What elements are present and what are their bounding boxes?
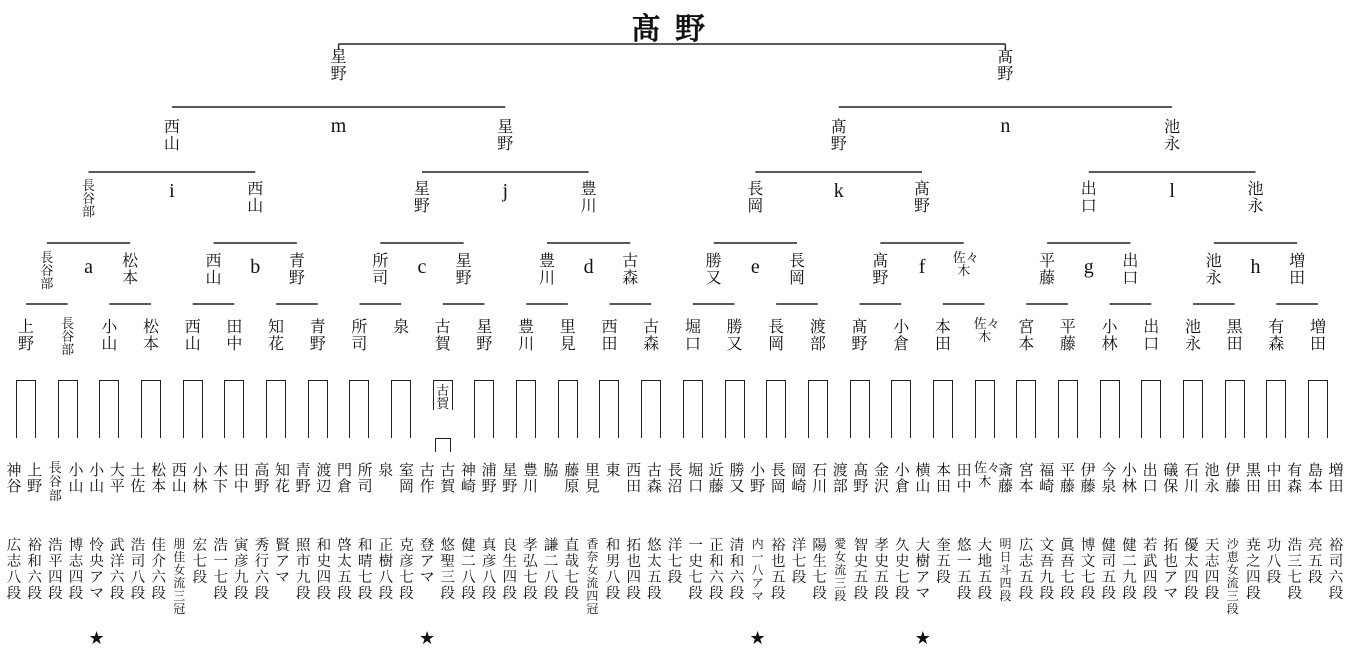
r32-player: 平藤: [1059, 317, 1076, 353]
qualifier-bracket: [266, 380, 286, 438]
r16-player: 佐々木: [952, 251, 979, 279]
quarterfinalist: 星野: [413, 179, 430, 215]
quarterfinalist: 出口: [1080, 179, 1097, 215]
player-rank: 健二八段: [461, 538, 476, 602]
amateur-star-marker: ★: [88, 628, 105, 649]
player-rank: 内一八アマ: [751, 537, 764, 603]
player-rank: 眞吾七段: [1060, 538, 1075, 602]
amateur-star-marker: ★: [749, 628, 766, 649]
player-name: 西山: [171, 461, 187, 495]
r16-player: 豊川: [538, 251, 555, 287]
player-rank: 智史五段: [853, 538, 869, 602]
player-rank: 良生四段: [502, 538, 517, 602]
player-name: 中田: [1266, 461, 1282, 495]
player-rank: 広志五段: [1018, 538, 1034, 602]
semifinalist: 西山: [163, 117, 180, 153]
quarterfinalist: 髙野: [914, 179, 931, 215]
qualifier-bracket: [891, 380, 911, 438]
player-name: 上野: [27, 461, 43, 495]
player-name: 石川: [812, 461, 828, 495]
player-rank: 一史七段: [688, 538, 703, 602]
match-label: k: [833, 180, 844, 202]
player-rank: 拓也四段: [626, 538, 641, 602]
player-rank: 武洋六段: [110, 538, 125, 602]
finalist-left: 星野: [330, 47, 347, 83]
r32-player: 古賀: [434, 317, 451, 353]
player-name: 渡辺: [316, 461, 332, 495]
r16-player: 松本: [122, 251, 139, 287]
player-name: 小倉: [894, 461, 910, 495]
player-name: 勝又: [729, 461, 745, 495]
player-name: 室岡: [398, 461, 414, 495]
player-rank: 真彦八段: [481, 538, 497, 602]
match-label: j: [502, 180, 509, 202]
player-name: 松本: [151, 461, 167, 495]
semifinalist: 髙野: [830, 117, 847, 153]
player-rank: 裕司六段: [1328, 538, 1344, 602]
qualifier-bracket: [1308, 380, 1328, 438]
qualifier-bracket: [808, 380, 828, 438]
qualifier-bracket: [725, 380, 745, 438]
player-name: 伊藤: [1225, 461, 1241, 495]
r32-player: 出口: [1143, 317, 1160, 353]
player-name: 池永: [1204, 461, 1220, 495]
player-name: 近藤: [708, 461, 724, 495]
player-name: 田中: [233, 461, 249, 495]
player-name: 小林: [1121, 461, 1137, 495]
r16-player: 池永: [1205, 251, 1222, 287]
player-name: 平藤: [1059, 461, 1075, 495]
qualifier-bracket: [1058, 380, 1078, 438]
qualifier-bracket: [58, 380, 78, 438]
player-name: 今泉: [1101, 461, 1117, 495]
player-name: 門倉: [336, 461, 352, 495]
player-name: 有森: [1287, 461, 1303, 495]
r16-player: 出口: [1122, 251, 1139, 287]
player-rank: 陽生七段: [812, 538, 827, 602]
r32-player: 佐々木: [973, 317, 1000, 345]
r16-player: 勝又: [705, 251, 722, 287]
qualifier-bracket: [850, 380, 870, 438]
r32-player: 田中: [226, 317, 243, 353]
player-rank: 孝史五段: [874, 538, 889, 602]
qualifier-bracket: [766, 380, 786, 438]
r32-player: 黒田: [1226, 317, 1243, 353]
qualifier-bracket: [1266, 380, 1286, 438]
r32-player: 所司: [351, 317, 368, 353]
r16-player: 西山: [205, 251, 222, 287]
qualifier-bracket: [1016, 380, 1036, 438]
player-rank: 功八段: [1266, 538, 1282, 586]
r32-player: 池永: [1184, 317, 1201, 353]
player-name: 出口: [1142, 461, 1158, 495]
qualifier-bracket: [1141, 380, 1161, 438]
qualifier-bracket: [433, 380, 453, 410]
player-rank: 大地五段: [977, 538, 993, 602]
player-name: 古作: [419, 461, 435, 495]
player-rank: 裕也五段: [771, 538, 786, 602]
player-name: 藤原: [564, 461, 580, 495]
player-rank: 和史四段: [316, 538, 332, 602]
r32-player: 小林: [1101, 317, 1118, 353]
player-rank: 寅彦九段: [233, 538, 249, 602]
player-name: 古賀: [440, 461, 456, 495]
player-rank: 宏七段: [192, 538, 208, 586]
player-name: 宮本: [1018, 461, 1034, 495]
quarterfinalist: 池永: [1247, 179, 1264, 215]
player-name: 土佐: [130, 461, 146, 495]
player-rank: 照市九段: [295, 538, 311, 602]
r32-player: 有森: [1268, 317, 1285, 353]
player-rank: 博志四段: [68, 538, 84, 602]
match-label: m: [330, 115, 347, 137]
player-rank: 克彦七段: [399, 538, 414, 602]
player-name: 本田: [936, 461, 952, 495]
player-name: 伊藤: [1080, 461, 1096, 495]
match-label: a: [84, 256, 93, 278]
player-name: 長岡: [770, 461, 786, 495]
r32-player: 小倉: [893, 317, 910, 353]
player-rank: 孝弘七段: [523, 538, 538, 602]
player-rank: 和晴七段: [357, 538, 373, 602]
r16-player: 青野: [288, 251, 305, 287]
player-rank: 正和六段: [709, 538, 724, 602]
player-rank: 悠聖三段: [440, 538, 456, 602]
qualifier-bracket: [474, 380, 494, 438]
player-name: 斎藤: [997, 461, 1013, 495]
player-rank: 佳介六段: [151, 538, 166, 602]
qualifier-bracket: [349, 380, 369, 438]
quarterfinalist: 長谷部: [82, 179, 96, 220]
player-rank: 若武四段: [1142, 538, 1158, 602]
r16-player: 古森: [622, 251, 639, 287]
player-name: 島本: [1307, 461, 1323, 495]
player-rank: 博文七段: [1080, 538, 1096, 602]
player-name: 知花: [275, 461, 291, 495]
qualifier-bracket: [683, 380, 703, 438]
r32-player: 青野: [309, 317, 326, 353]
player-rank: 浩司八段: [130, 538, 146, 602]
player-rank: 賢アマ: [275, 538, 290, 586]
r32-player: 増田: [1309, 317, 1326, 353]
semifinalist: 池永: [1164, 117, 1181, 153]
r16-player: 髙野: [872, 251, 889, 287]
amateur-star-marker: ★: [419, 628, 436, 649]
player-name: 里見: [584, 461, 600, 495]
player-name: 長沼: [667, 461, 683, 495]
player-name: 高野: [254, 461, 270, 495]
match-label: f: [918, 256, 926, 278]
player-name: 長谷部: [48, 461, 62, 504]
player-rank: 奎五段: [936, 538, 951, 586]
qualifier-bracket: [1225, 380, 1245, 438]
player-name: 神谷: [6, 461, 22, 495]
player-name: 浦野: [481, 461, 497, 495]
r32-player: 西山: [184, 317, 201, 353]
player-rank: 秀行六段: [254, 538, 270, 602]
player-name: 石川: [1183, 461, 1199, 495]
seed-box-label: 古賀: [436, 384, 450, 412]
player-rank: 健二九段: [1122, 538, 1137, 602]
player-rank: 香奈女流四冠: [586, 537, 599, 616]
r32-player: 堀口: [684, 317, 701, 353]
r32-player: 星野: [476, 317, 493, 353]
player-rank: 拓也アマ: [1163, 538, 1178, 602]
r16-player: 増田: [1289, 251, 1306, 287]
player-name: 堀口: [688, 461, 704, 495]
qualifier-bracket: [641, 380, 661, 438]
player-rank: 健司五段: [1101, 538, 1117, 602]
qualifier-bracket: [141, 380, 161, 438]
player-rank: 久史七段: [894, 538, 910, 602]
qualifier-bracket: [308, 380, 328, 438]
match-label: b: [250, 256, 261, 278]
player-name: 星野: [502, 461, 518, 495]
r32-player: 豊川: [518, 317, 535, 353]
qualifier-bracket: [1183, 380, 1203, 438]
r32-player: 西田: [601, 317, 618, 353]
player-rank: 洋七段: [791, 538, 807, 586]
quarterfinalist: 豊川: [580, 179, 597, 215]
r32-player: 長谷部: [61, 317, 75, 358]
match-label: h: [1250, 256, 1261, 278]
player-rank: 大樹アマ: [915, 538, 931, 602]
player-rank: 沙恵女流三段: [1226, 537, 1239, 616]
player-rank: 優太四段: [1184, 538, 1199, 602]
r32-player: 長岡: [768, 317, 785, 353]
player-rank: 広志八段: [6, 538, 22, 602]
r32-player: 上野: [17, 317, 34, 353]
semifinalist: 星野: [497, 117, 514, 153]
r32-player: 松本: [143, 317, 160, 353]
match-label: l: [1169, 180, 1175, 202]
player-rank: 浩三七段: [1287, 538, 1302, 602]
r16-player: 所司: [372, 251, 389, 287]
qualifier-bracket: [435, 438, 451, 452]
player-name: 青野: [295, 461, 311, 495]
match-label: e: [750, 256, 760, 278]
qualifier-bracket: [1100, 380, 1120, 438]
match-label: i: [169, 180, 175, 202]
player-rank: 尭之四段: [1246, 538, 1261, 602]
qualifier-bracket: [558, 380, 578, 438]
player-name: 東: [605, 461, 621, 479]
player-name: 神崎: [460, 461, 476, 495]
player-name: 髙野: [853, 461, 869, 495]
player-rank: 亮五段: [1308, 538, 1323, 586]
player-name: 佐々木: [973, 461, 1000, 490]
r32-player: 勝又: [726, 317, 743, 353]
player-rank: 浩平四段: [48, 538, 63, 602]
player-rank: 悠太五段: [647, 538, 662, 602]
finalist-right: 髙野: [997, 47, 1014, 83]
match-label: c: [417, 256, 427, 278]
player-name: 所司: [357, 461, 373, 495]
player-rank: 登アマ: [419, 538, 435, 586]
quarterfinalist: 西山: [247, 179, 264, 215]
quarterfinalist: 長岡: [747, 179, 764, 215]
player-rank: 怜央アマ: [89, 538, 104, 602]
qualifier-bracket: [183, 380, 203, 438]
player-name: 古森: [646, 461, 662, 495]
match-label: g: [1083, 256, 1094, 278]
r16-player: 長谷部: [40, 251, 54, 292]
player-rank: 謙二八段: [543, 538, 559, 602]
qualifier-bracket: [516, 380, 536, 438]
player-rank: 裕和六段: [27, 538, 42, 602]
player-rank: 愛女流三段: [834, 537, 847, 603]
r16-player: 星野: [455, 251, 472, 287]
r32-player: 本田: [934, 317, 951, 353]
player-rank: 浩一七段: [213, 538, 228, 602]
player-rank: 直哉七段: [564, 538, 579, 602]
player-name: 豊川: [522, 461, 538, 495]
player-name: 福崎: [1039, 461, 1055, 495]
r16-player: 平藤: [1039, 251, 1056, 287]
r32-player: 小山: [101, 317, 118, 353]
player-name: 岡崎: [791, 461, 807, 495]
player-rank: 天志四段: [1204, 538, 1220, 602]
r32-player: 泉: [393, 317, 410, 336]
player-name: 小山: [89, 461, 105, 495]
player-rank: 正樹八段: [378, 538, 394, 602]
player-name: 黒田: [1245, 461, 1261, 495]
player-name: 金沢: [874, 461, 890, 495]
r32-player: 渡部: [809, 317, 826, 353]
qualifier-bracket: [391, 380, 411, 438]
r32-player: 古森: [643, 317, 660, 353]
qualifier-bracket: [99, 380, 119, 438]
player-name: 礒保: [1163, 461, 1179, 495]
player-name: 小林: [192, 461, 208, 495]
r32-player: 里見: [559, 317, 576, 353]
player-name: 増田: [1328, 461, 1344, 495]
player-name: 西田: [626, 461, 642, 495]
player-name: 小野: [750, 461, 766, 495]
match-label: n: [1000, 115, 1011, 137]
r32-player: 宮本: [1018, 317, 1035, 353]
r16-player: 長岡: [789, 251, 806, 287]
player-name: 渡部: [832, 461, 848, 495]
player-rank: 啓太五段: [337, 538, 352, 602]
player-rank: 悠一五段: [956, 538, 972, 602]
player-rank: 清和六段: [729, 538, 745, 602]
player-name: 木下: [213, 461, 229, 495]
player-rank: 朋佳女流三冠: [173, 537, 186, 616]
player-name: 小山: [68, 461, 84, 495]
player-name: 泉: [378, 461, 394, 479]
player-rank: 洋七段: [667, 538, 683, 586]
qualifier-bracket: [224, 380, 244, 438]
player-rank: 和男八段: [605, 538, 621, 602]
player-rank: 文吾九段: [1039, 538, 1055, 602]
match-label: d: [583, 256, 594, 278]
qualifier-bracket: [16, 380, 36, 438]
qualifier-bracket: [599, 380, 619, 438]
qualifier-bracket: [975, 380, 995, 438]
r32-player: 髙野: [851, 317, 868, 353]
qualifier-bracket: [933, 380, 953, 438]
r32-player: 知花: [268, 317, 285, 353]
player-name: 田中: [956, 461, 972, 495]
champion-title: 髙野: [631, 12, 719, 47]
player-name: 脇: [543, 461, 559, 479]
amateur-star-marker: ★: [914, 628, 931, 649]
player-name: 大平: [109, 461, 125, 495]
player-rank: 明日斗四段: [999, 537, 1012, 603]
player-name: 横山: [915, 461, 931, 495]
